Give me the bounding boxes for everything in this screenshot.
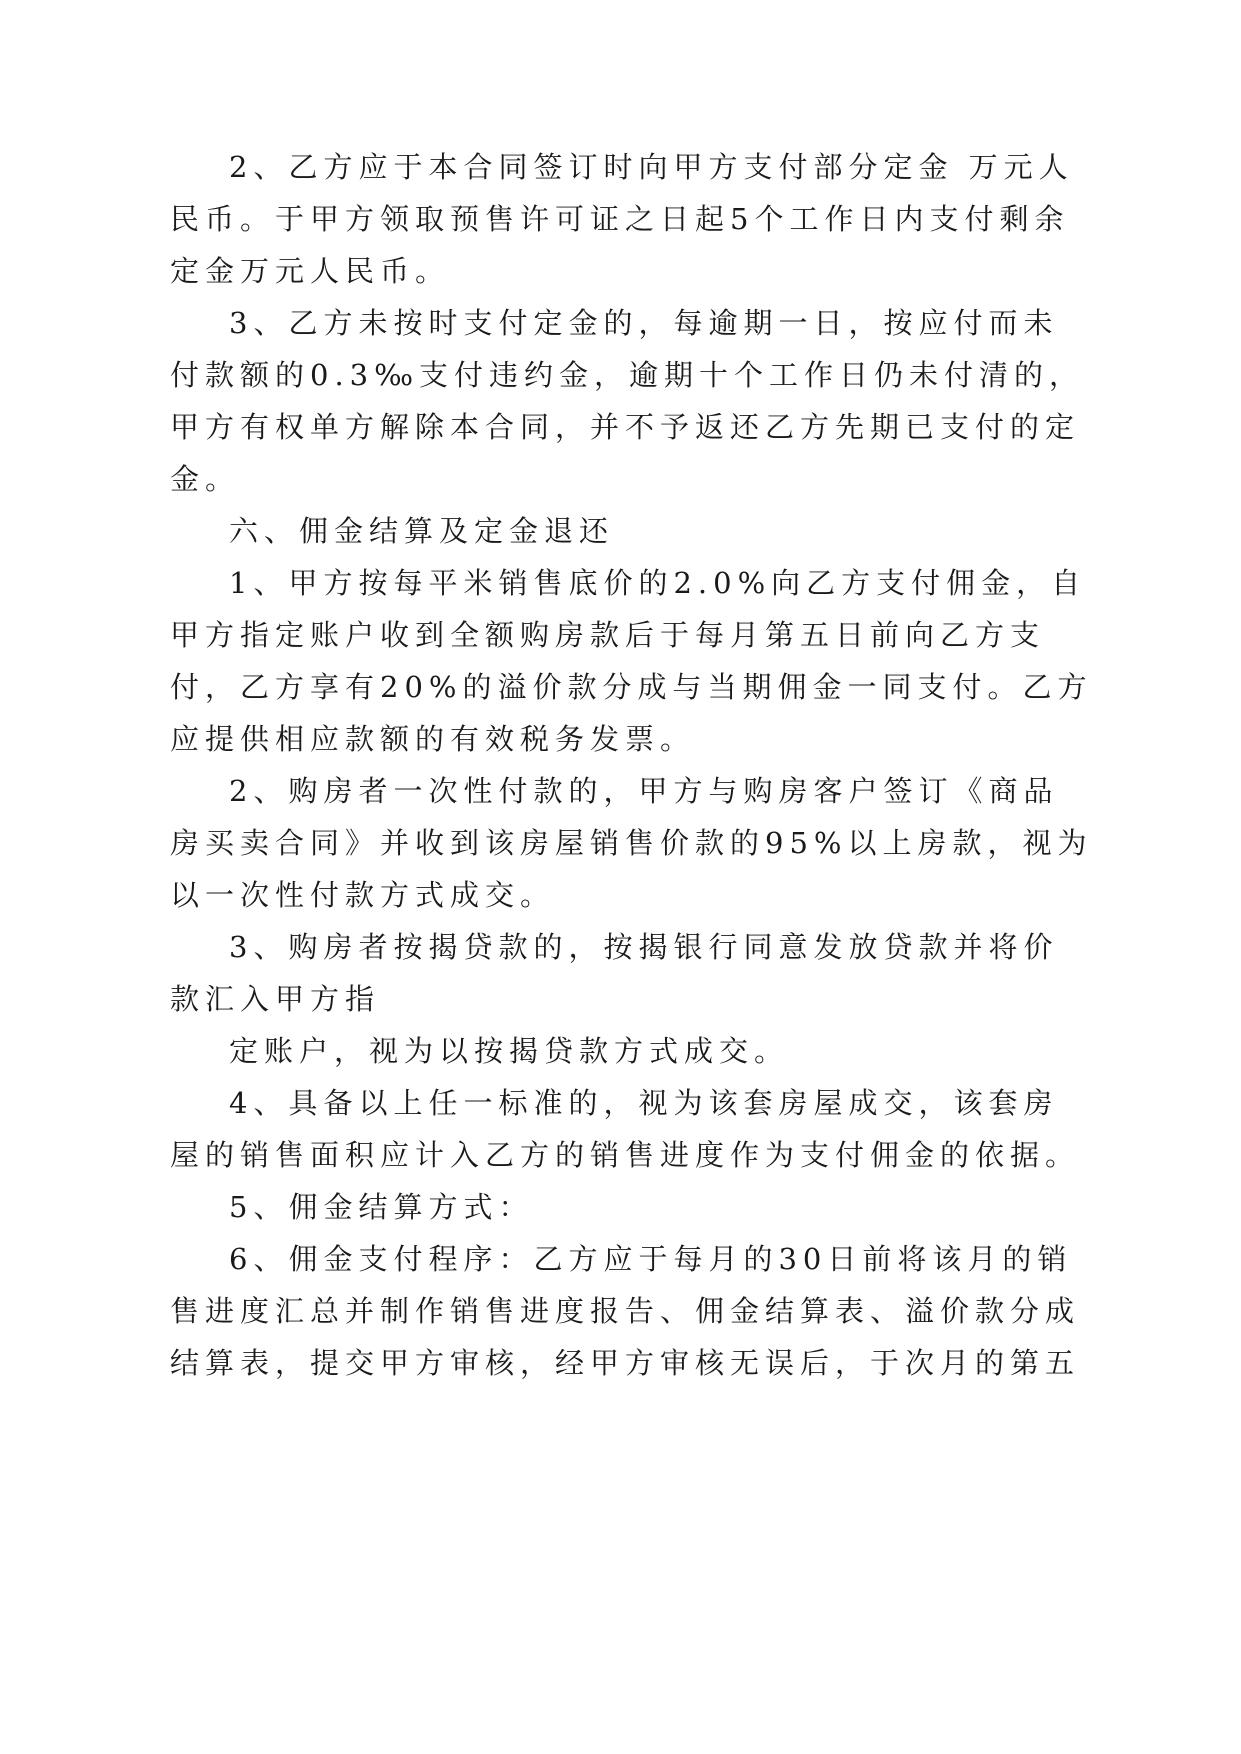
text-line: 以一次性付款方式成交。 bbox=[170, 878, 556, 912]
text-line: 3、乙方未按时支付定金的，每逾期一日，按应付而未 bbox=[229, 306, 1059, 340]
text-line: 付款额的0.3‰支付违约金，逾期十个工作日仍未付清的， bbox=[170, 358, 1085, 392]
text-line: 1、甲方按每平米销售底价的2.0%向乙方支付佣金，自 bbox=[229, 566, 1087, 600]
text-line: 房买卖合同》并收到该房屋销售价款的95%以上房款，视为 bbox=[170, 826, 1093, 860]
text-line: 2、购房者一次性付款的，甲方与购房客户签订《商品 bbox=[229, 774, 1059, 808]
text-line: 4、具备以上任一标准的，视为该套房屋成交，该套房 bbox=[229, 1086, 1059, 1120]
text-line: 6、佣金支付程序：乙方应于每月的30日前将该月的销 bbox=[229, 1242, 1073, 1276]
text-line: 民币。于甲方领取预售许可证之日起5个工作日内支付剩余 bbox=[170, 202, 1070, 236]
text-line: 付，乙方享有20%的溢价款分成与当期佣金一同支付。乙方 bbox=[170, 670, 1093, 704]
text-line: 屋的销售面积应计入乙方的销售进度作为支付佣金的依据。 bbox=[170, 1138, 1081, 1172]
text-line: 款汇入甲方指 bbox=[170, 982, 381, 1016]
section-heading: 六、佣金结算及定金退还 bbox=[229, 514, 615, 548]
text-line: 定账户，视为以按揭贷款方式成交。 bbox=[229, 1034, 790, 1068]
text-line: 甲方有权单方解除本合同，并不予返还乙方先期已支付的定 bbox=[170, 410, 1081, 444]
text-line: 定金万元人民币。 bbox=[170, 254, 451, 288]
text-line: 3、购房者按揭贷款的，按揭银行同意发放贷款并将价 bbox=[229, 930, 1059, 964]
text-line: 结算表，提交甲方审核，经甲方审核无误后，于次月的第五 bbox=[170, 1346, 1081, 1380]
text-line: 2、乙方应于本合同签订时向甲方支付部分定金 万元人 bbox=[229, 150, 1074, 184]
text-line: 金。 bbox=[170, 462, 241, 496]
text-line: 5、佣金结算方式： bbox=[229, 1190, 534, 1224]
text-line: 应提供相应款额的有效税务发票。 bbox=[170, 722, 696, 756]
text-line: 售进度汇总并制作销售进度报告、佣金结算表、溢价款分成 bbox=[170, 1294, 1081, 1328]
text-line: 甲方指定账户收到全额购房款后于每月第五日前向乙方支 bbox=[170, 618, 1046, 652]
